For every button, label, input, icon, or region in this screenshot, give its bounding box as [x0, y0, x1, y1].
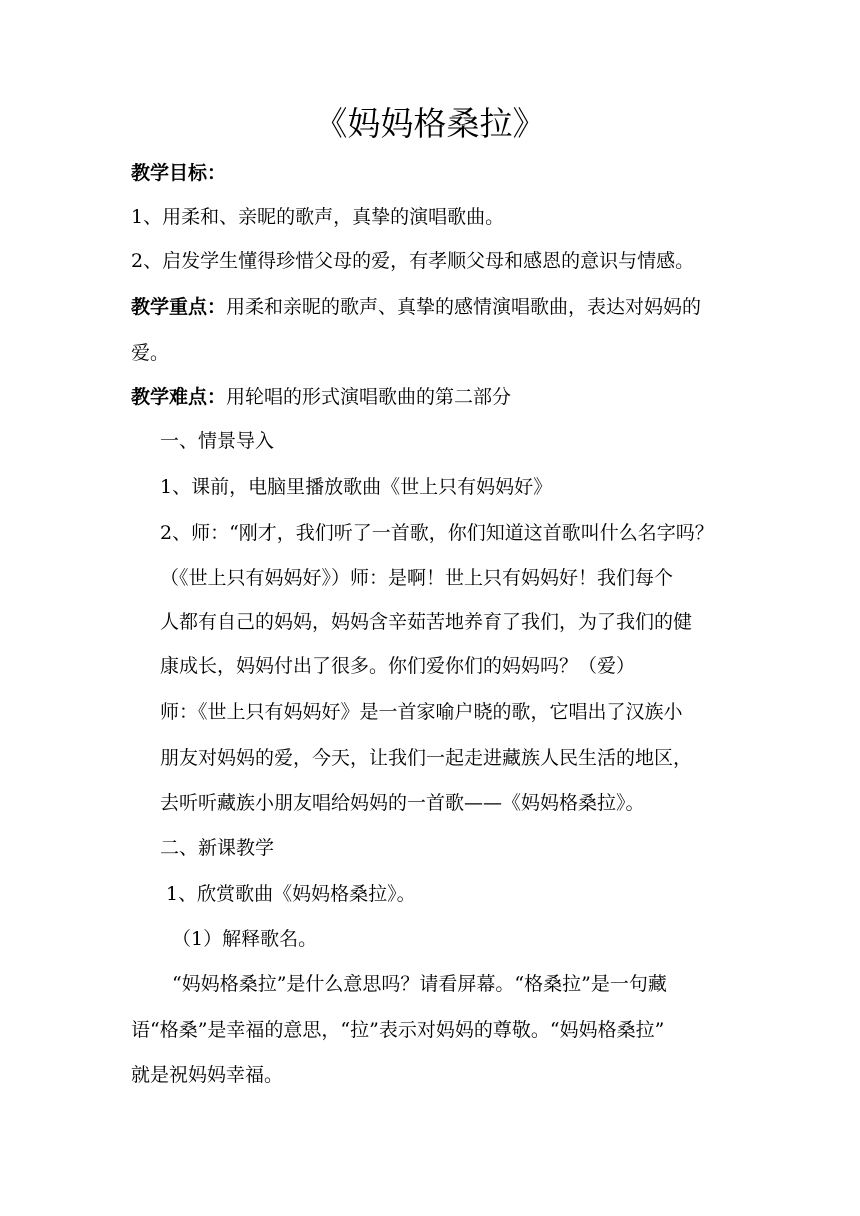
section-1-step-2-line: 朋友对妈妈的爱，今天，让我们一起走进藏族人民生活的地区， — [160, 747, 693, 769]
section-1-step-1: 1、课前，电脑里播放歌曲《世上只有妈妈好》 — [160, 476, 553, 498]
section-2-sub-1: （1）解释歌名。 — [172, 928, 318, 950]
section-2-heading: 二、新课教学 — [160, 837, 275, 859]
section-1-step-2-line: 2、师：“刚才，我们听了一首歌，你们知道这首歌叫什么名字吗？ — [160, 522, 714, 544]
section-2-paragraph-line: 就是祝妈妈幸福。 — [131, 1064, 284, 1086]
key-point-heading: 教学重点： — [131, 296, 227, 318]
section-2-step-1: 1、欣赏歌曲《妈妈格桑拉》。 — [166, 883, 416, 905]
section-1-heading: 一、情景导入 — [160, 430, 275, 452]
difficulty-line — [131, 382, 511, 412]
section-1-step-2-line: 去听听藏族小朋友唱给妈妈的一首歌——《妈妈格桑拉》。 — [160, 792, 645, 814]
section-1-step-2-line: （《世上只有妈妈好》）师：是啊！世上只有妈妈好！我们每个 — [160, 567, 674, 589]
key-point-text: 用柔和亲昵的歌声、真挚的感情演唱歌曲，表达对妈妈的 — [226, 296, 702, 318]
difficulty-text: 用轮唱的形式演唱歌曲的第二部分 — [226, 386, 512, 408]
key-point-line-1 — [131, 292, 701, 322]
objective-item-2: 2、启发学生懂得珍惜父母的爱，有孝顺父母和感恩的意识与情感。 — [131, 250, 695, 272]
section-1-step-2-line: 康成长，妈妈付出了很多。你们爱你们的妈妈吗？（爱） — [160, 655, 636, 677]
difficulty-heading: 教学难点： — [131, 386, 227, 408]
objective-item-1: 1、用柔和、亲昵的歌声，真挚的演唱歌曲。 — [131, 206, 505, 228]
objectives-heading: 教学目标： — [131, 162, 227, 184]
section-2-paragraph-line: 语“格桑”是幸福的意思，“拉”表示对妈妈的尊敬。“妈妈格桑拉” — [131, 1019, 665, 1041]
section-1-step-2-line: 师：《世上只有妈妈好》是一首家喻户晓的歌，它唱出了汉族小 — [160, 701, 683, 723]
section-2-paragraph-line: “妈妈格桑拉”是什么意思吗？请看屏幕。“格桑拉”是一句藏 — [172, 973, 667, 995]
section-1-step-2-line: 人都有自己的妈妈，妈妈含辛茹苦地养育了我们，为了我们的健 — [160, 611, 693, 633]
document-title: 《妈妈格桑拉》 — [314, 104, 546, 143]
key-point-line-2: 爱。 — [131, 342, 170, 364]
